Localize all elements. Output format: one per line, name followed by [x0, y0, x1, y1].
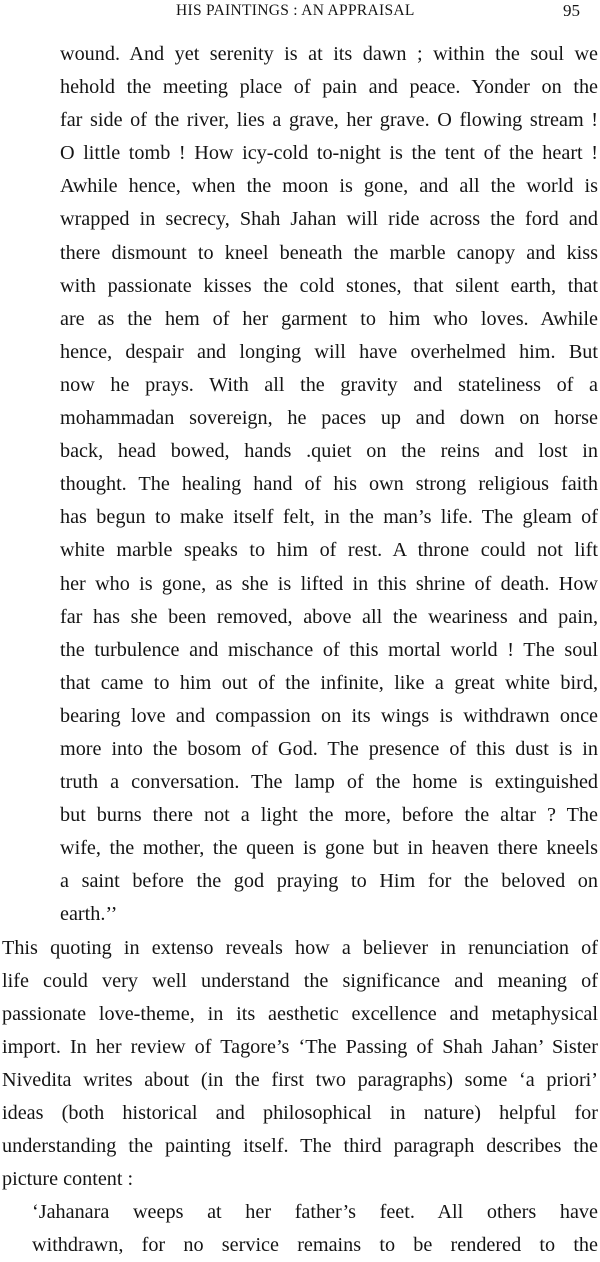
body-line: picture content :: [2, 1168, 134, 1191]
quote-line: but burns there not a light the more, before the altar ? The: [60, 804, 598, 827]
quote-line: more into the bosom of God. The presence of this dust is in: [60, 737, 598, 760]
body-line: life could very well understand the significance and meaning of: [2, 969, 598, 992]
quote-line: far has she been removed, above all the weariness and pain,: [60, 605, 598, 628]
quote-line: hence, despair and longing will have overhelmed him. But: [60, 340, 598, 363]
quote-line: are as the hem of her garment to him who loves. Awhile: [60, 307, 598, 330]
page-text: [0, 38, 600, 1262]
block-quote-line: withdrawn, for no service remains to be rendered to the: [32, 1234, 598, 1257]
quote-line: there dismount to kneel beneath the marble canopy and kiss: [60, 241, 598, 264]
quoted-passage: [0, 38, 600, 932]
block-quote-line: ‘Jahanara weeps at her father’s feet. All others have: [32, 1201, 598, 1224]
block-quote: [0, 1196, 600, 1262]
body-line: This quoting in extenso reveals how a believer in renunciation of: [2, 936, 598, 959]
quote-line: far side of the river, lies a grave, her grave. O flowing stream !: [60, 109, 598, 132]
quote-line: hehold the meeting place of pain and peace. Yonder on the: [60, 76, 598, 99]
page-number: 95: [563, 1, 580, 20]
body-paragraph: [0, 932, 600, 1197]
quote-line: that came to him out of the infinite, like a great white bird,: [60, 671, 598, 694]
quote-line: white marble speaks to him of rest. A throne could not lift: [60, 539, 598, 562]
body-line: passionate love-theme, in its aesthetic excellence and metaphysical: [2, 1002, 598, 1025]
quote-line: her who is gone, as she is lifted in this shrine of death. How: [60, 572, 598, 595]
body-line: Nivedita writes about (in the first two paragraphs) some ‘a priori’: [2, 1068, 598, 1091]
quote-line: earth.’’: [60, 903, 118, 926]
quote-line: mohammadan sovereign, he paces up and down on horse: [60, 407, 598, 430]
quote-line: O little tomb ! How icy-cold to-night is the tent of the heart !: [60, 142, 598, 165]
quote-line: Awhile hence, when the moon is gone, and all the world is: [60, 175, 598, 198]
quote-line: has begun to make itself felt, in the man’s life. The gleam of: [60, 506, 598, 529]
quote-line: back, head bowed, hands .quiet on the reins and lost in: [60, 440, 598, 463]
quote-line: wife, the mother, the queen is gone but in heaven there kneels: [60, 837, 598, 860]
quote-line: thought. The healing hand of his own strong religious faith: [60, 473, 598, 496]
body-line: ideas (both historical and philosophical in nature) helpful for: [2, 1102, 598, 1124]
quote-line: with passionate kisses the cold stones, that silent earth, that: [60, 274, 598, 297]
quote-line: wrapped in secrecy, Shah Jahan will ride across the ford and: [60, 208, 598, 231]
running-head-title: HIS PAINTINGS : AN APPRAISAL: [176, 2, 415, 19]
body-line: import. In her review of Tagore’s ‘The Passing of Shah Jahan’ Sister: [2, 1035, 598, 1058]
quote-line: bearing love and compassion on its wings is withdrawn once: [60, 704, 598, 727]
quote-line: wound. And yet serenity is at its dawn ; within the soul we: [60, 43, 598, 65]
quote-line: now he prays. With all the gravity and stateliness of a: [60, 373, 598, 396]
body-line: understanding the painting itself. The third paragraph describes the: [2, 1135, 598, 1158]
running-header: [0, 0, 600, 26]
quote-line: a saint before the god praying to Him for the beloved on: [60, 870, 598, 893]
quote-line: the turbulence and mischance of this mortal world ! The soul: [60, 638, 598, 661]
quote-line: truth a conversation. The lamp of the home is extinguished: [60, 771, 598, 794]
